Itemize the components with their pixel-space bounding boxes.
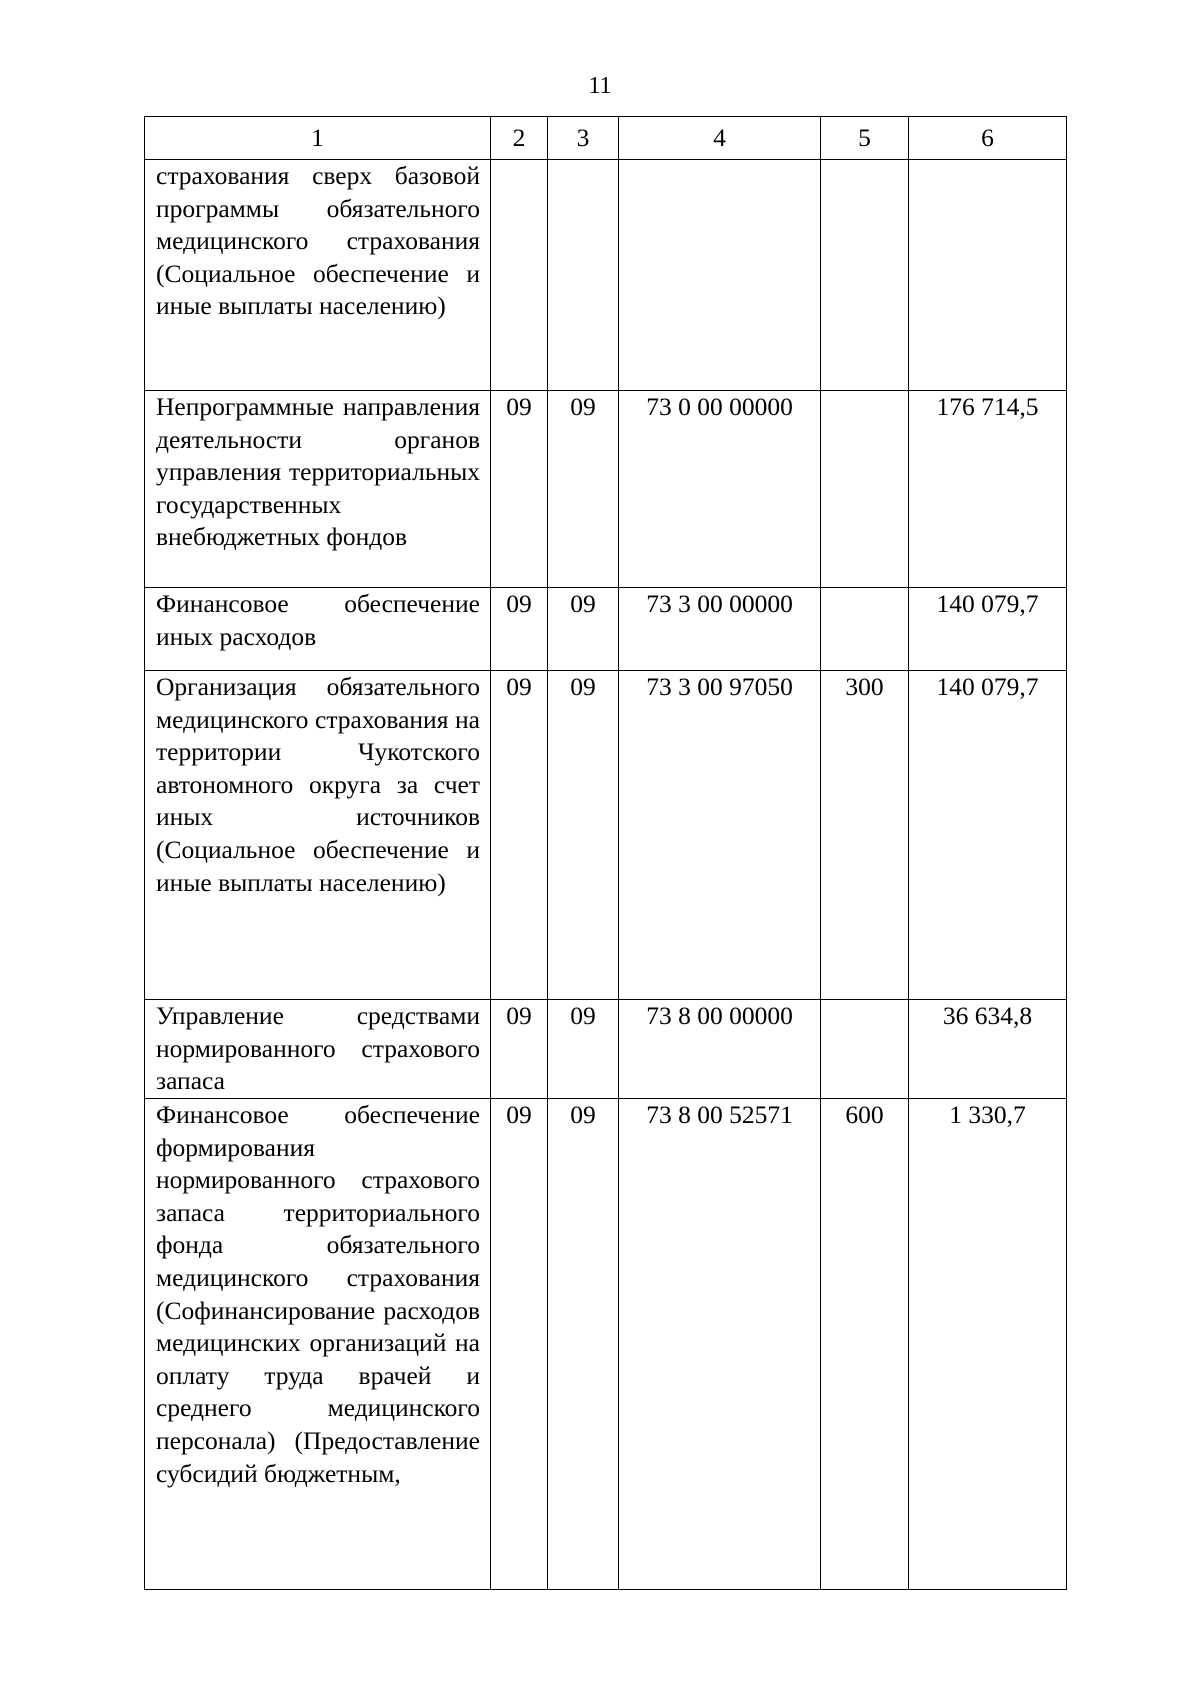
row-subsection: 09 [548, 588, 619, 671]
row-expense-type [821, 1000, 909, 1099]
row-expense-type [821, 160, 909, 391]
row-name: страхования сверх базовой программы обязательного медицинского страхования (Социальное обеспечение и иные выплаты населению) [145, 160, 491, 391]
row-expense-type [821, 391, 909, 588]
row-subsection: 09 [548, 1000, 619, 1099]
row-subsection [548, 160, 619, 391]
table-row [145, 391, 1067, 588]
row-expense-type: 300 [821, 671, 909, 1000]
row-expense-type [821, 588, 909, 671]
row-name: Организация обязательного медицинского страхования на территории Чукотского автономного округа за счет иных источников (Социальное обеспечение и иные выплаты населению) [145, 671, 491, 1000]
table-row [145, 671, 1067, 1000]
column-header-amount: 6 [909, 117, 1067, 160]
row-name: Управление средствами нормированного страхового запаса [145, 1000, 491, 1099]
row-amount: 36 634,8 [909, 1000, 1067, 1099]
row-amount: 140 079,7 [909, 588, 1067, 671]
row-section: 09 [491, 671, 548, 1000]
table-row [145, 1000, 1067, 1099]
row-target: 73 0 00 00000 [619, 391, 821, 588]
table-row [145, 588, 1067, 671]
column-header-expense-type: 5 [821, 117, 909, 160]
table-row [145, 160, 1067, 391]
row-subsection: 09 [548, 391, 619, 588]
row-amount: 140 079,7 [909, 671, 1067, 1000]
row-section: 09 [491, 1000, 548, 1099]
row-section: 09 [491, 588, 548, 671]
table-row [145, 1099, 1067, 1590]
column-header-section: 2 [491, 117, 548, 160]
row-amount [909, 160, 1067, 391]
row-subsection: 09 [548, 1099, 619, 1590]
column-header-target: 4 [619, 117, 821, 160]
column-header-name: 1 [145, 117, 491, 160]
row-target: 73 8 00 52571 [619, 1099, 821, 1590]
page-number: 11 [588, 73, 612, 99]
row-amount: 176 714,5 [909, 391, 1067, 588]
row-section [491, 160, 548, 391]
row-subsection: 09 [548, 671, 619, 1000]
row-target: 73 3 00 97050 [619, 671, 821, 1000]
row-expense-type: 600 [821, 1099, 909, 1590]
row-section: 09 [491, 391, 548, 588]
row-target: 73 8 00 00000 [619, 1000, 821, 1099]
row-target: 73 3 00 00000 [619, 588, 821, 671]
column-header-subsection: 3 [548, 117, 619, 160]
row-target [619, 160, 821, 391]
row-name: Финансовое обеспечение формирования нормированного страхового запаса территориального фонда обязательного медицинского страхования (Софинансирование расходов медицинских организаций на оплату труда врачей и среднего медицинского персонала) (Предоставление субсидий бюджетным, [145, 1099, 491, 1590]
table-header-row [145, 117, 1067, 160]
row-name: Непрограммные направления деятельности органов управления территориальных государственных внебюджетных фондов [145, 391, 491, 588]
row-section: 09 [491, 1099, 548, 1590]
budget-table [144, 116, 1067, 1590]
row-amount: 1 330,7 [909, 1099, 1067, 1590]
row-name: Финансовое обеспечение иных расходов [145, 588, 491, 671]
